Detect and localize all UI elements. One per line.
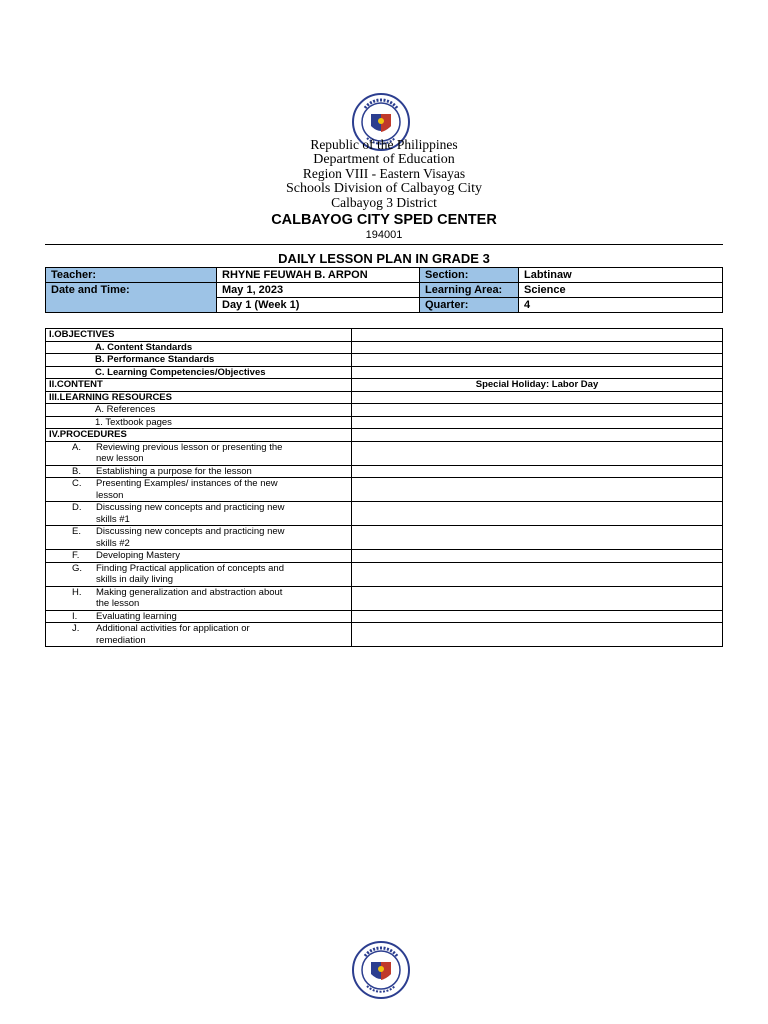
quarter-label: Quarter: <box>420 298 519 313</box>
procedure-text: Additional activities for application or remediation <box>96 623 250 646</box>
info-table <box>45 267 723 313</box>
references-label: A. References <box>46 404 352 417</box>
procedure-letter: I. <box>72 610 78 622</box>
learning-area-value: Science <box>519 283 723 298</box>
division-line: Schools Division of Calbayog City <box>286 180 482 196</box>
resources-heading: III.LEARNING RESOURCES <box>46 391 352 404</box>
content-standards-label: A. Content Standards <box>46 341 352 354</box>
procedure-letter: C. <box>72 478 82 489</box>
procedure-row <box>46 562 723 586</box>
procedure-cell <box>352 478 723 502</box>
procedure-text: Developing Mastery <box>96 550 180 561</box>
procedure-text: Evaluating learning <box>96 610 177 622</box>
table-row <box>46 329 723 342</box>
resources-cell <box>352 391 723 404</box>
procedure-letter: H. <box>72 586 82 598</box>
info-row-date <box>46 283 723 298</box>
procedure-cell <box>352 502 723 526</box>
procedure-cell <box>352 550 723 563</box>
content-standards-cell <box>352 341 723 354</box>
procedure-text: Reviewing previous lesson or presenting the new lesson <box>96 441 283 464</box>
procedure-cell <box>352 526 723 550</box>
datetime-label: Date and Time: <box>46 283 217 313</box>
letterhead <box>0 138 768 242</box>
day-value: Day 1 (Week 1) <box>217 298 420 313</box>
procedure-text: Presenting Examples/ instances of the new lesson <box>96 478 278 501</box>
procedure-text: Discussing new concepts and practicing new skills #1 <box>96 502 285 525</box>
district-line: Calbayog 3 District <box>331 195 437 211</box>
teacher-value: RHYNE FEUWAH B. ARPON <box>217 268 420 283</box>
procedure-letter: G. <box>72 562 83 574</box>
page-title: DAILY LESSON PLAN IN GRADE 3 <box>278 251 490 266</box>
table-row <box>46 366 723 379</box>
objectives-cell <box>352 329 723 342</box>
procedure-cell <box>352 562 723 586</box>
procedure-cell <box>352 586 723 610</box>
section-value: Labtinaw <box>519 268 723 283</box>
procedure-row <box>46 526 723 550</box>
procedure-cell <box>352 441 723 465</box>
date-value: May 1, 2023 <box>217 283 420 298</box>
procedure-letter: J. <box>72 623 80 634</box>
textbook-cell <box>352 416 723 429</box>
procedure-letter: E. <box>72 526 81 537</box>
quarter-value: 4 <box>519 298 723 313</box>
procedure-row <box>46 465 723 478</box>
procedure-text: Establishing a purpose for the lesson <box>96 465 252 477</box>
department-line: Department of Education <box>313 151 455 167</box>
performance-standards-label: B. Performance Standards <box>46 354 352 367</box>
procedure-row <box>46 550 723 563</box>
performance-standards-cell <box>352 354 723 367</box>
procedure-letter: D. <box>72 502 82 513</box>
textbook-label: 1. Textbook pages <box>46 416 352 429</box>
school-name: CALBAYOG CITY SPED CENTER <box>271 211 497 228</box>
table-row <box>46 391 723 404</box>
content-heading: II.CONTENT <box>46 379 352 392</box>
info-row-teacher <box>46 268 723 283</box>
teacher-label: Teacher: <box>46 268 217 283</box>
deped-seal-icon <box>351 940 411 1000</box>
procedure-letter: A. <box>72 441 81 453</box>
procedure-text: Discussing new concepts and practicing new skills #2 <box>96 526 285 549</box>
region-line: Region VIII - Eastern Visayas <box>302 166 466 182</box>
procedure-row <box>46 586 723 610</box>
procedure-cell <box>352 610 723 623</box>
competencies-cell <box>352 366 723 379</box>
procedure-text: Making generalization and abstraction about the lesson <box>96 586 283 609</box>
table-row <box>46 404 723 417</box>
content-note: Special Holiday: Labor Day <box>352 379 723 392</box>
procedure-row <box>46 478 723 502</box>
procedures-cell <box>352 429 723 442</box>
procedure-row <box>46 623 723 647</box>
competencies-label: C. Learning Competencies/Objectives <box>46 366 352 379</box>
table-row <box>46 354 723 367</box>
section-label: Section: <box>420 268 519 283</box>
procedure-cell <box>352 623 723 647</box>
objectives-heading: I.OBJECTIVES <box>46 329 352 342</box>
lesson-plan-table <box>45 328 723 647</box>
school-id: 194001 <box>365 228 403 241</box>
table-row <box>46 379 723 392</box>
references-cell <box>352 404 723 417</box>
procedure-row <box>46 502 723 526</box>
procedure-row <box>46 441 723 465</box>
header-divider <box>45 244 723 245</box>
learning-area-label: Learning Area: <box>420 283 519 298</box>
procedure-row <box>46 610 723 623</box>
table-row <box>46 416 723 429</box>
procedure-cell <box>352 465 723 478</box>
republic-line: Republic of the Philippines <box>310 137 458 152</box>
procedure-letter: F. <box>72 550 80 561</box>
procedure-letter: B. <box>72 465 81 477</box>
procedure-text: Finding Practical application of concepts and skills in daily living <box>96 562 285 585</box>
table-row <box>46 341 723 354</box>
procedures-heading: IV.PROCEDURES <box>46 429 352 442</box>
table-row <box>46 429 723 442</box>
